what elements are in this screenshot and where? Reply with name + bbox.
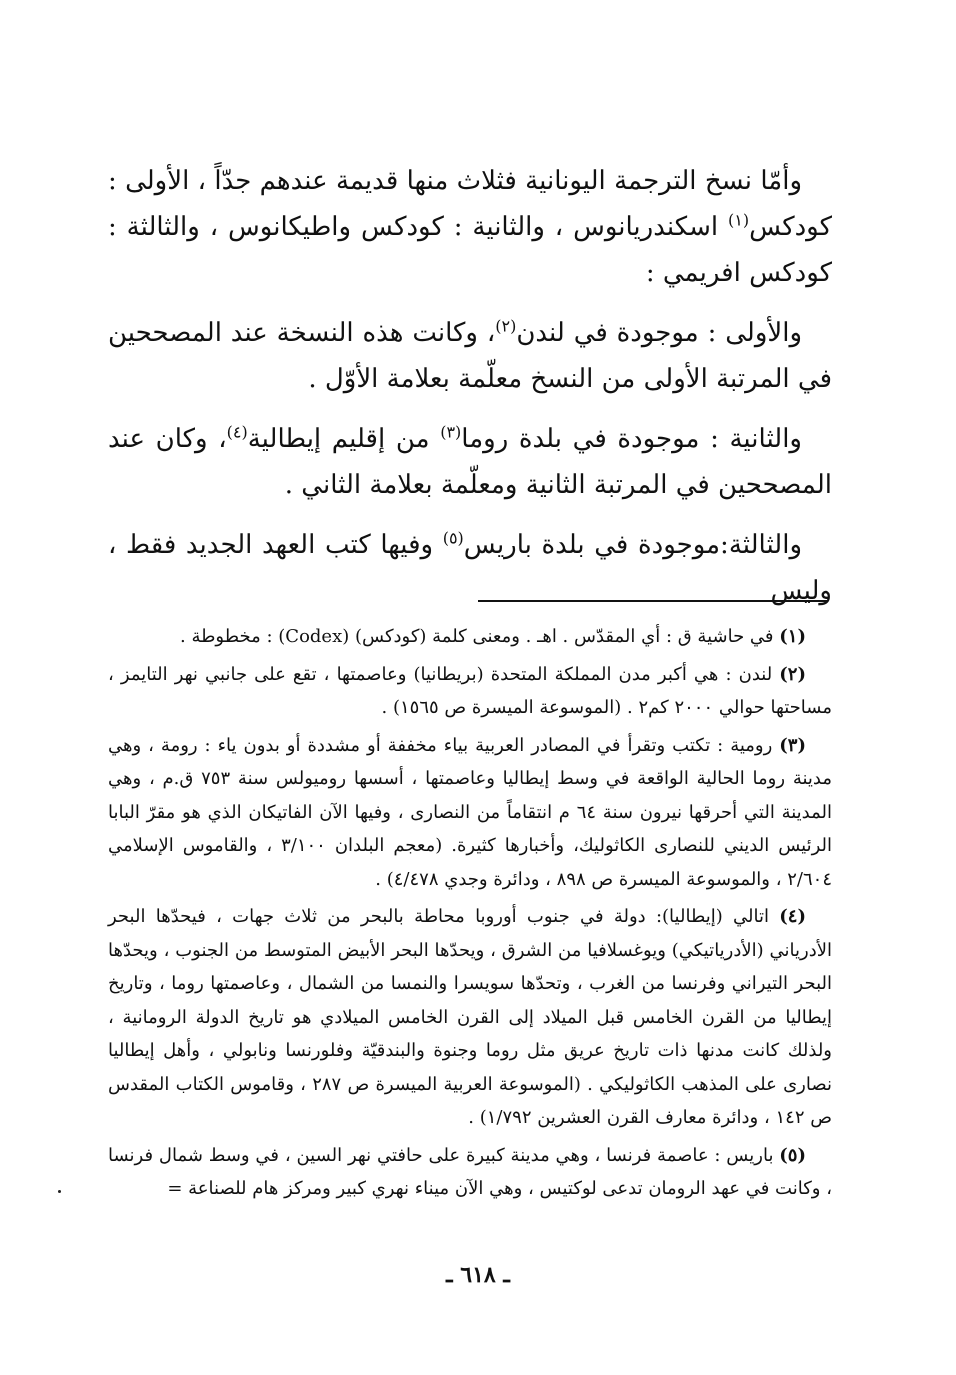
footnote-ref-3: (٣) bbox=[440, 422, 462, 442]
footnote-1 bbox=[108, 620, 832, 654]
footnote-2 bbox=[108, 658, 832, 725]
footnote-number: (١) bbox=[779, 626, 806, 647]
footnote-text: رومية : تكتب وتقرأ في المصادر العربية بياء مخففة أو مشددة أو بدون ياء : رومة ، وهي مدينة روما الحالية الواقعة في وسط إيطاليا وعاصمتها ، أسسها روميولس سنة ٧٥٣ ق.م ، وهي المدينة التي أحرقها نيرون سنة ٦٤ م انتقاماً من النصارى ، وفيها الآن الفاتيكان الذي هو مقرّ البابا الرئيس الديني للنصارى الكاثوليك، وأخبارها كثيرة. (معجم البلدان ٣/١٠٠ ، والقاموس الإسلامي ٢/٦٠٤ ، والموسوعة الميسرة ص ٨٩٨ ، ودائرة وجدي ٤/٤٧٨) . bbox=[108, 734, 833, 890]
footnote-number: (٢) bbox=[779, 663, 806, 685]
footnote-4 bbox=[108, 900, 832, 1135]
footnote-text: باريس : عاصمة فرنسا ، وهي مدينة كبيرة على حافتي نهر السين ، في وسط شمال فرنسا ، وكانت في عهد الرومان تدعى لوكتيس ، وهي الآن ميناء نهري كبير ومركز هام للصناعة = bbox=[108, 1144, 832, 1199]
paragraph-4: والثالثة:موجودة في بلدة باريس$^{(٥)}$ وفيها كتب العهد الجديد فقط ، وليس bbox=[108, 528, 832, 606]
footnote-number: (٤) bbox=[779, 906, 806, 927]
paragraph-3: والثانية : موجودة في بلدة روما$^{(٣)}$ من إقليم إيطالية$^{(٤)}$، وكان عند المصححين في المرتبة الثانية ومعلّمة بعلامة الثاني . bbox=[108, 422, 832, 500]
footnote-3 bbox=[108, 729, 832, 897]
footnote-text: لندن : هي أكبر مدن المملكة المتحدة (بريطانيا) وعاصمتها ، تقع على جانبي نهر التايمز ، مساحتها حوالي ٢٠٠٠ كم٢ . (الموسوعة الميسرة ص ١٥٦٥) . bbox=[108, 663, 832, 718]
footnote-ref-2: (٢) bbox=[495, 316, 517, 336]
footnotes bbox=[108, 620, 832, 1210]
footnote-ref-5: (٥) bbox=[442, 528, 464, 548]
footnote-ref-1: (١) bbox=[727, 210, 750, 230]
footnote-ref-4: (٤) bbox=[226, 422, 248, 442]
footnote-number: (٥) bbox=[779, 1144, 806, 1166]
paragraph-1: وأمّا نسخ الترجمة اليونانية فثلاث منها قديمة عندهم جدّاً ، الأولى : كودكس$^{(١)}$ اسكندريانوس ، والثانية : كودكس واطيكانوس ، والثالثة : كودكس افريمي : bbox=[108, 166, 832, 288]
footnote-text: اتالي (إيطاليا): دولة في جنوب أوروبا محاطة بالبحر من ثلاث جهات ، فيحدّها البحر الأدرياني (الأدرياتيكي) ويوغسلافيا من الشرق ، ويحدّها البحر الأبيض المتوسط من الجنوب ، ويحدّها البحر التيراني وفرنسا من الغرب ، وتحدّها سويسرا والنمسا من الشمال ، وعاصمتها روما ، وتاريخ إيطاليا من القرن الخامس قبل الميلاد إلى القرن الخامس الميلادي هو تاريخ الدولة الرومانية ، ولذلك كانت مدنها ذات تاريخ عريق مثل روما وجنوة والبندقيّة وفلورنسا ونابولي ، وأهل إيطاليا نصارى على المذهب الكاثوليكي . (الموسوعة العربية الميسرة ص ٢٨٧ ، وقاموس الكتاب المقدس ص ١٤٢ ، ودائرة معارف القرن العشرين ١/٧٩٢) . bbox=[108, 906, 832, 1128]
footnote-number: (٣) bbox=[779, 734, 806, 756]
main-text bbox=[108, 158, 832, 628]
footnote-5 bbox=[108, 1139, 832, 1206]
margin-speck bbox=[58, 1190, 61, 1193]
page-number: ـ ٦١٨ ـ bbox=[446, 1262, 510, 1288]
footnote-text: في حاشية ق : أي المقدّس . اهـ . ومعنى كلمة (كودكس) (Codex) : مخطوطة . bbox=[180, 626, 780, 647]
paragraph-2: والأولى : موجودة في لندن$^{(٢)}$، وكانت هذه النسخة عند المصححين في المرتبة الأولى من النسخ معلّمة بعلامة الأوّل . bbox=[108, 316, 832, 394]
footnote-separator bbox=[478, 600, 828, 602]
